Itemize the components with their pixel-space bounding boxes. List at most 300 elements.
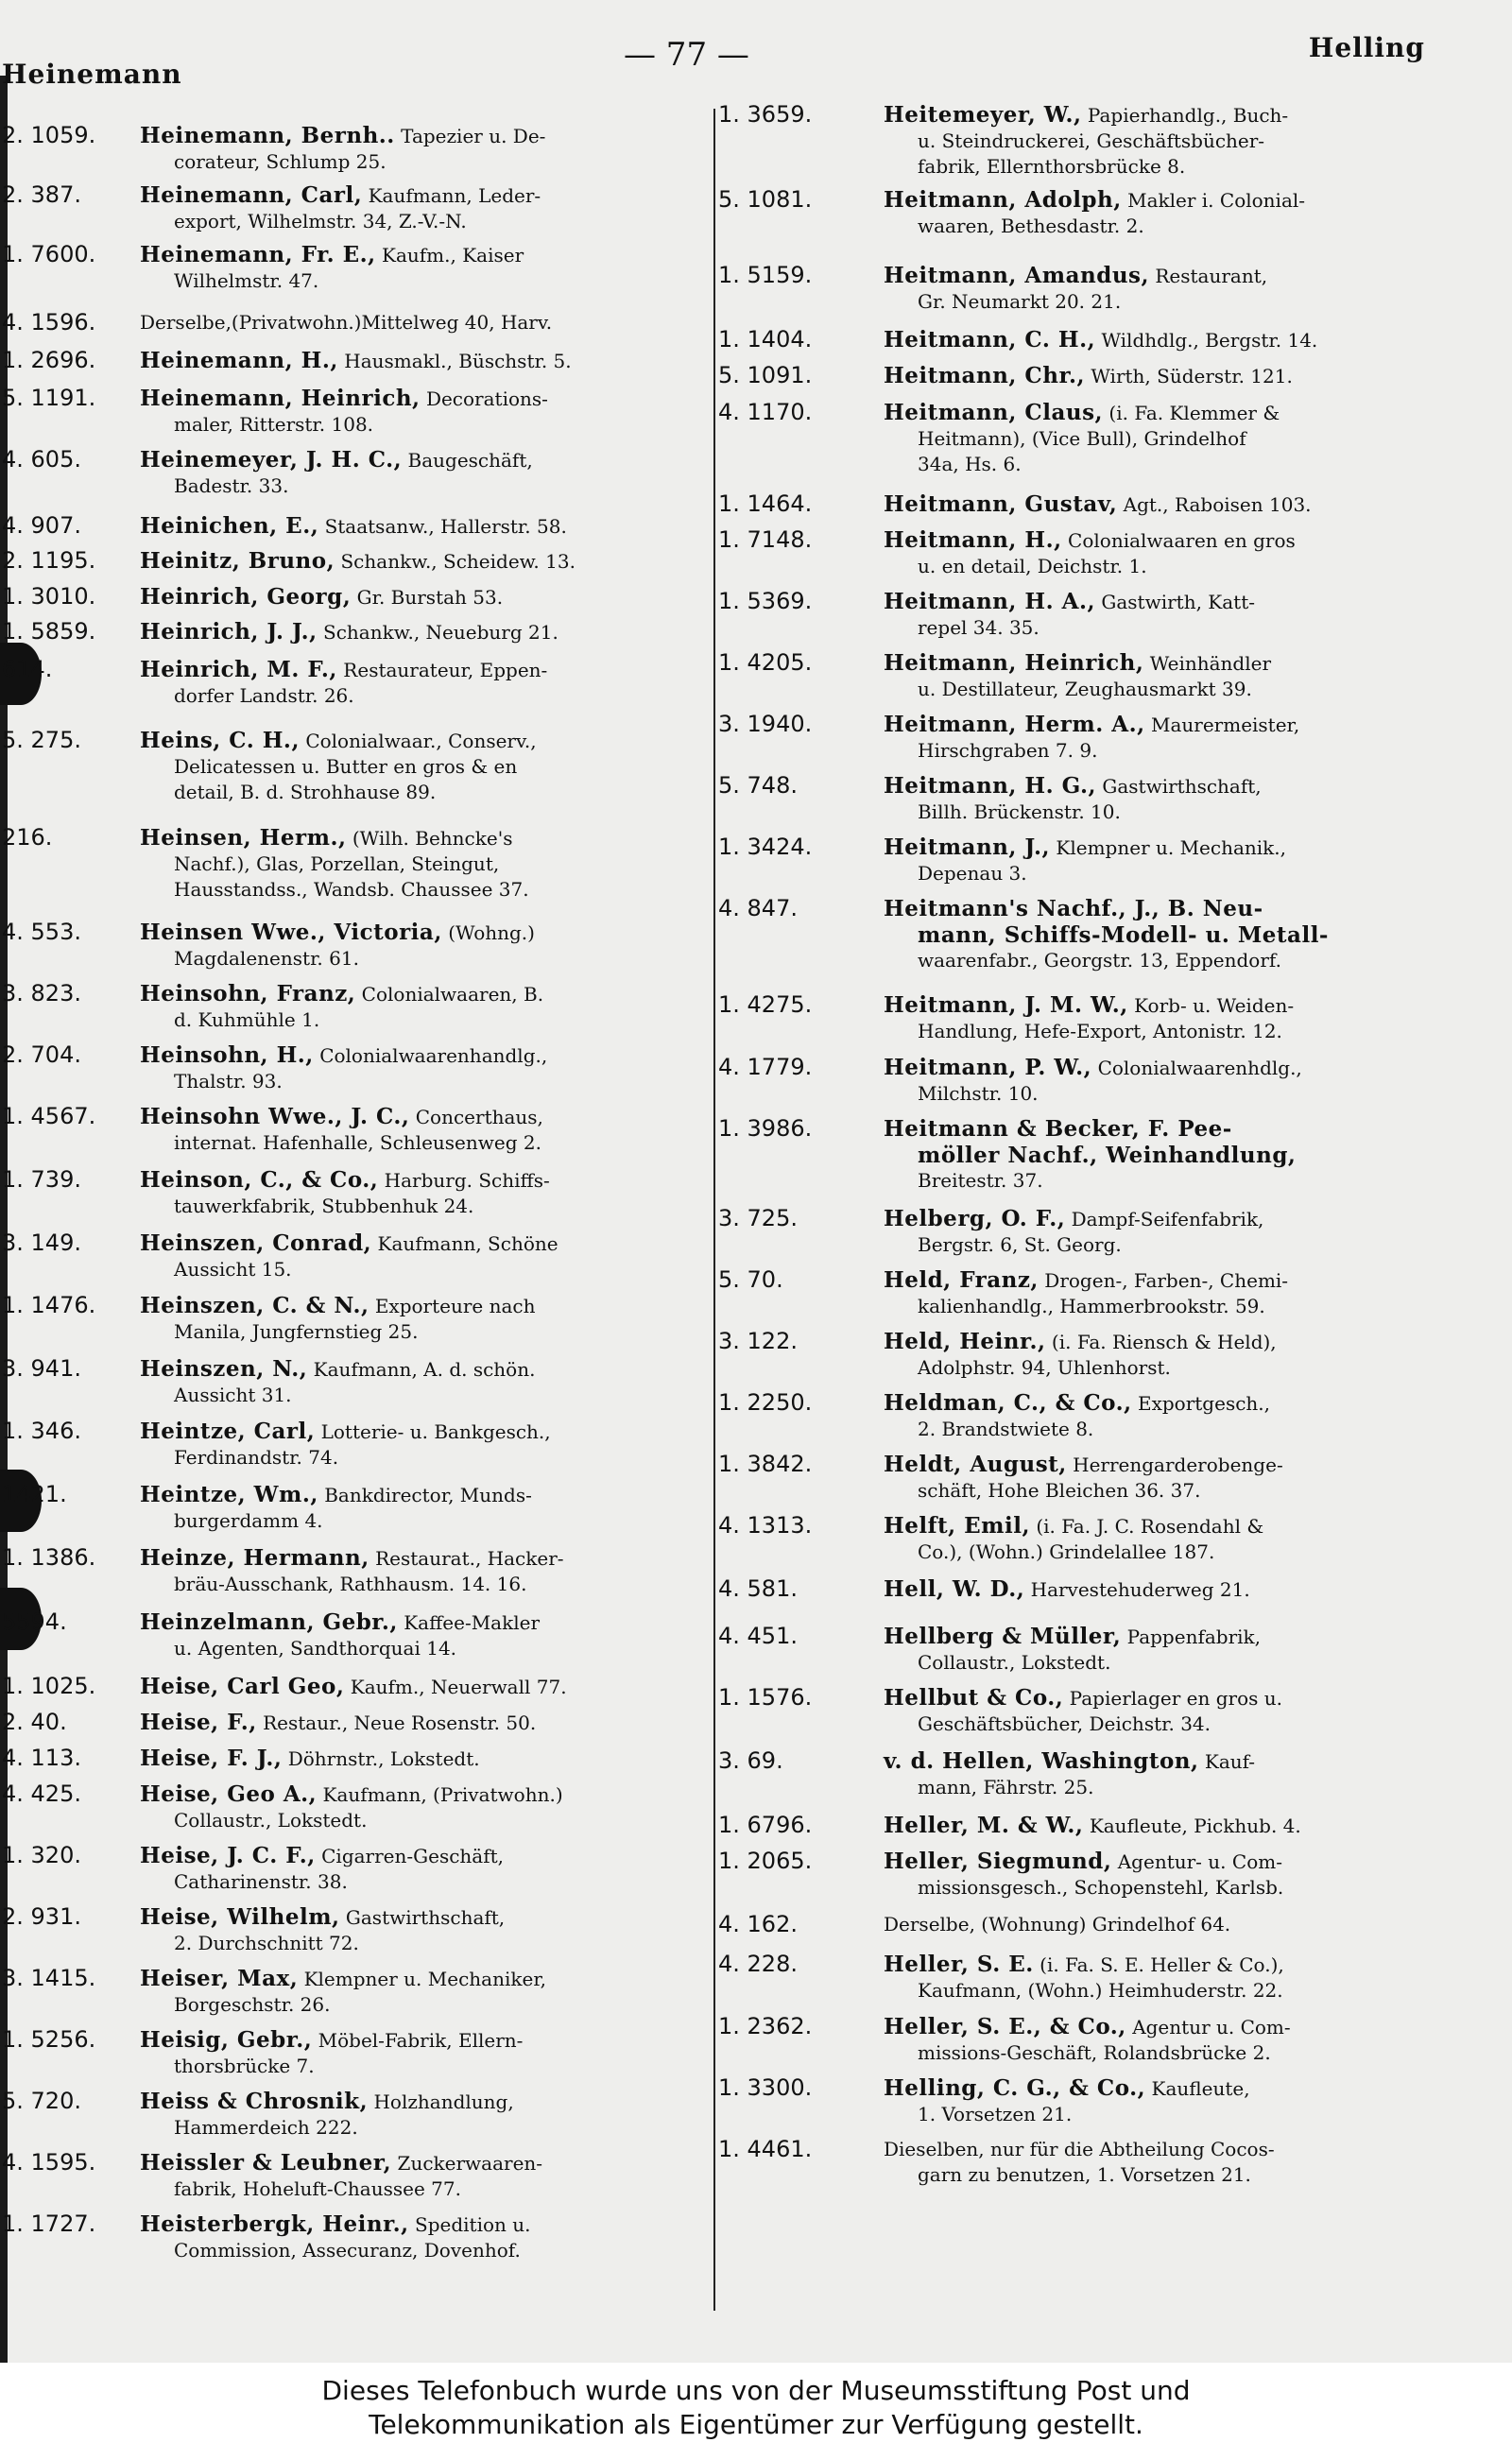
subscriber-details: Gastwirthschaft,	[345, 1906, 506, 1929]
subscriber-name: Heitmann, C. H.,	[884, 327, 1096, 353]
entry-continuation: Manila, Jungfernstieg 25.	[174, 1320, 419, 1343]
subscriber-name: Heinsen Wwe., Victoria,	[140, 920, 442, 945]
entry-text	[140, 1710, 739, 1736]
entry-continuation: u. en detail, Deichstr. 1.	[918, 555, 1147, 577]
phone-number: 1. 4275.	[718, 991, 813, 1018]
entry-text	[140, 447, 739, 499]
phone-number: 5. 275.	[2, 727, 81, 753]
entry-text	[140, 182, 739, 234]
phone-number: 1. 7148.	[718, 526, 813, 553]
entry-text	[884, 712, 1474, 764]
entry-text	[884, 400, 1474, 477]
phone-number: 1. 5159.	[718, 262, 813, 288]
entry-line	[884, 1624, 1474, 1650]
entry-line	[884, 650, 1474, 677]
subscriber-name: Heinemann, Bernh..	[140, 123, 395, 148]
phone-number: 3. 1940.	[718, 711, 813, 737]
entry-continuation: Hausstandss., Wandsb. Chaussee 37.	[174, 878, 529, 901]
phone-number: 4. 605.	[2, 446, 81, 473]
entry-continuation: garn zu benutzen, 1. Vorsetzen 21.	[918, 2163, 1251, 2186]
subscriber-name: Heinszen, C. & N.,	[140, 1293, 369, 1318]
subscriber-name: Heise, Carl Geo,	[140, 1674, 345, 1699]
phone-number: 2. 1195.	[2, 547, 96, 574]
phone-number: 1421.	[2, 1481, 67, 1507]
entry-continuation: Nachf.), Glas, Porzellan, Steingut,	[174, 852, 500, 875]
entry-continuation: 34a, Hs. 6.	[918, 453, 1022, 475]
entry-continuation: maler, Ritterstr. 108.	[174, 413, 374, 436]
subscriber-name: Helberg, O. F.,	[884, 1206, 1066, 1231]
entry-continuation: Gr. Neumarkt 20. 21.	[918, 290, 1122, 313]
subscriber-name: Heisig, Gebr.,	[140, 2027, 313, 2053]
entry-text	[140, 1104, 739, 1156]
phone-number: 1. 1025.	[2, 1673, 96, 1699]
entry-continuation: Heitmann), (Vice Bull), Grindelhof	[918, 427, 1246, 450]
entry-continuation: u. Agenten, Sandthorquai 14.	[174, 1637, 457, 1660]
entry-text	[140, 728, 739, 805]
entry-continuation: schäft, Hohe Bleichen 36. 37.	[918, 1479, 1201, 1502]
subscriber-details: Schankw., Scheidew. 13.	[340, 550, 576, 573]
subscriber-details: Kaufmann, (Privatwohn.)	[322, 1783, 563, 1806]
subscriber-name: Heiss & Chrosnik,	[140, 2089, 369, 2114]
phone-number: 5. 70.	[718, 1266, 783, 1293]
subscriber-details: Korb- u. Weiden-	[1134, 994, 1295, 1017]
phone-number: 3. 1415.	[2, 1965, 96, 1991]
phone-number: 4. 553.	[2, 919, 81, 945]
subscriber-name: Heller, M. & W.,	[884, 1813, 1084, 1838]
phone-number: 5. 1191.	[2, 385, 96, 411]
phone-number: 1. 1576.	[718, 1684, 813, 1711]
entry-continuation: Depenau 3.	[918, 862, 1027, 885]
entry-text	[884, 992, 1474, 1044]
entry-text	[884, 187, 1474, 239]
subscriber-details: Wirth, Süderstr. 121.	[1091, 365, 1293, 387]
entry-continuation: fabrik, Hoheluft-Chaussee 77.	[174, 2177, 461, 2200]
entry-line	[140, 1674, 739, 1700]
entry-text	[140, 1042, 739, 1094]
entry-text	[140, 513, 739, 540]
entry-continuation: Collaustr., Lokstedt.	[174, 1809, 368, 1832]
subscriber-name: Helling, C. G., & Co.,	[884, 2075, 1146, 2101]
subscriber-details: Papierhandlg., Buch-	[1087, 104, 1289, 127]
entry-text	[884, 1206, 1474, 1258]
entry-line	[884, 263, 1474, 289]
subscriber-details: Kaufmann, Schöne	[377, 1232, 558, 1255]
phone-number: 4. 1313.	[718, 1512, 813, 1539]
entry-text	[884, 1813, 1474, 1839]
entry-text	[884, 491, 1474, 518]
subscriber-name: Heller, Siegmund,	[884, 1849, 1112, 1874]
entry-text	[140, 920, 739, 972]
subscriber-name: Hellbut & Co.,	[884, 1685, 1064, 1711]
entry-line	[884, 2137, 1474, 2162]
phone-number: 1. 1476.	[2, 1292, 96, 1318]
subscriber-name: Heinemann, H.,	[140, 348, 338, 373]
entry-line	[884, 491, 1474, 518]
entry-line	[140, 657, 739, 683]
phone-number: 1. 4567.	[2, 1103, 96, 1129]
subscriber-name: Heinsen, Herm.,	[140, 825, 347, 851]
entry-continuation: Co.), (Wohn.) Grindelallee 187.	[918, 1540, 1215, 1563]
subscriber-details: (i. Fa. Klemmer &	[1108, 402, 1280, 424]
entry-text	[884, 2014, 1474, 2066]
subscriber-details: (Wilh. Behncke's	[352, 827, 513, 850]
subscriber-details: Kauf-	[1204, 1750, 1256, 1773]
subscriber-name: Heinichen, E.,	[140, 513, 319, 539]
entry-continuation: dorfer Landstr. 26.	[174, 684, 354, 707]
phone-number: 1. 2362.	[718, 2013, 813, 2039]
entry-continuation: Bergstr. 6, St. Georg.	[918, 1233, 1122, 1256]
entry-line	[140, 728, 739, 754]
subscriber-details: Exporteure nach	[374, 1295, 536, 1317]
subscriber-details: Dieselben, nur für die Abtheilung Cocos-	[884, 2138, 1275, 2160]
entry-line	[140, 1104, 739, 1130]
binding-edge	[0, 76, 8, 2363]
entry-continuation: Catharinenstr. 38.	[174, 1870, 348, 1893]
entry-line	[140, 1167, 739, 1194]
entry-text	[140, 242, 739, 294]
entry-line	[140, 920, 739, 946]
subscriber-name: Heitmann, H.,	[884, 527, 1062, 553]
phone-number: 1. 3424.	[718, 834, 813, 860]
entry-line	[884, 2014, 1474, 2040]
entry-continuation: Thalstr. 93.	[174, 1070, 283, 1092]
entry-line	[140, 1042, 739, 1069]
subscriber-details: Pappenfabrik,	[1126, 1626, 1262, 1648]
entry-text	[884, 2075, 1474, 2127]
entry-text	[884, 1116, 1474, 1194]
entry-continuation: Geschäftsbücher, Deichstr. 34.	[918, 1712, 1211, 1735]
phone-number: 1. 3986.	[718, 1115, 813, 1142]
subscriber-name: Heller, S. E., & Co.,	[884, 2014, 1126, 2039]
subscriber-name: Heitmann, Amandus,	[884, 263, 1149, 288]
subscriber-name: Heinitz, Bruno,	[140, 548, 335, 574]
entry-line	[140, 1293, 739, 1319]
phone-number: 1. 4205.	[718, 649, 813, 676]
entry-continuation: Billh. Brückenstr. 10.	[918, 800, 1121, 823]
entry-line	[884, 1390, 1474, 1417]
subscriber-details: Restaur., Neue Rosenstr. 50.	[263, 1712, 537, 1734]
entry-line	[140, 1904, 739, 1931]
subscriber-details: Kaufleute, Pickhub. 4.	[1089, 1815, 1301, 1837]
entry-line	[140, 513, 739, 540]
entry-text	[140, 619, 739, 645]
phone-number: 5594.	[2, 1608, 67, 1635]
subscriber-name: Heise, F. J.,	[140, 1746, 283, 1771]
entry-text	[884, 527, 1474, 579]
phone-number: 4. 228.	[718, 1951, 798, 1977]
entry-text	[884, 1452, 1474, 1504]
entry-line	[140, 1356, 739, 1383]
subscriber-name: Heitmann, H. G.,	[884, 773, 1097, 799]
entry-text	[884, 589, 1474, 641]
phone-number: 4. 162.	[718, 1911, 798, 1937]
entry-continuation: kalienhandlg., Hammerbrookstr. 59.	[918, 1295, 1265, 1317]
subscriber-details: Kaufm., Kaiser	[382, 244, 524, 267]
phone-number: 5. 748.	[718, 772, 798, 799]
phone-number: 4. 847.	[718, 895, 798, 921]
subscriber-details: Spedition u.	[415, 2213, 531, 2236]
entry-text	[140, 310, 739, 335]
subscriber-name: Heitmann's Nachf., J., B. Neu-	[884, 896, 1263, 921]
subscriber-details: Derselbe, (Wohnung) Grindelhof 64.	[884, 1913, 1231, 1935]
entry-text	[884, 1329, 1474, 1381]
entry-line	[884, 1452, 1474, 1478]
subscriber-details: Herrengarderobenge-	[1073, 1454, 1283, 1476]
subscriber-details: Staatsanw., Hallerstr. 58.	[324, 515, 567, 538]
phone-number: 2. 1059.	[2, 122, 96, 148]
entry-text	[140, 1904, 739, 1956]
entry-text	[884, 1912, 1474, 1937]
entry-continuation: Ferdinandstr. 74.	[174, 1446, 339, 1469]
entry-text	[140, 1230, 739, 1282]
entry-text	[884, 1576, 1474, 1603]
phone-number: 1. 1464.	[718, 490, 813, 517]
entry-continuation: tauwerkfabrik, Stubbenhuk 24.	[174, 1195, 474, 1217]
entry-line	[884, 1576, 1474, 1603]
entry-line	[884, 400, 1474, 426]
entry-line	[884, 2075, 1474, 2102]
entry-line	[140, 348, 739, 374]
subscriber-name: Heise, Wilhelm,	[140, 1904, 340, 1930]
entry-line	[140, 310, 739, 335]
entry-text	[884, 834, 1474, 886]
entry-text	[884, 773, 1474, 825]
subscriber-name: Heinszen, Conrad,	[140, 1230, 372, 1256]
phone-number: 1. 1386.	[2, 1544, 96, 1571]
subscriber-name: Heinzelmann, Gebr.,	[140, 1609, 398, 1635]
entry-text	[884, 1513, 1474, 1565]
phone-number: 1. 2250.	[718, 1389, 813, 1416]
phone-number: 1. 3300.	[718, 2074, 813, 2101]
subscriber-name: Heitmann, J. M. W.,	[884, 992, 1128, 1018]
entry-line	[884, 1206, 1474, 1232]
entry-text	[140, 348, 739, 374]
subscriber-details: Cigarren-Geschäft,	[321, 1845, 505, 1867]
phone-number: 3. 122.	[718, 1328, 798, 1354]
subscriber-details: Papierlager en gros u.	[1069, 1687, 1282, 1710]
phone-number: 1. 346.	[2, 1418, 81, 1444]
entry-line	[884, 1813, 1474, 1839]
subscriber-name: Heitmann & Becker, F. Pee-	[884, 1116, 1232, 1142]
subscriber-name: Heinsohn, Franz,	[140, 981, 356, 1006]
entry-text	[884, 1849, 1474, 1901]
entry-text	[884, 1685, 1474, 1737]
footer-notice	[0, 2363, 1512, 2460]
subscriber-details: Colonialwaaren, B.	[361, 983, 544, 1006]
phone-number: 4. 1779.	[718, 1054, 813, 1080]
phone-number: 216.	[2, 824, 53, 851]
entry-text	[140, 981, 739, 1033]
entry-line	[884, 773, 1474, 800]
entry-line	[140, 1710, 739, 1736]
phone-number: 2. 40.	[2, 1709, 67, 1735]
subscriber-name: Heise, J. C. F.,	[140, 1843, 316, 1868]
subscriber-details: Colonialwaar., Conserv.,	[305, 730, 537, 752]
phone-number: 1. 4461.	[718, 2136, 813, 2162]
entry-continuation: corateur, Schlump 25.	[174, 150, 387, 173]
entry-line	[884, 1513, 1474, 1540]
phone-number: 1. 1404.	[718, 326, 813, 353]
entry-continuation: missionsgesch., Schopenstehl, Karlsb.	[918, 1876, 1284, 1899]
entry-line	[140, 1966, 739, 1992]
subscriber-details: Döhrnstr., Lokstedt.	[287, 1747, 480, 1770]
subscriber-name: Heinszen, N.,	[140, 1356, 308, 1382]
subscriber-details: Baugeschäft,	[407, 449, 533, 472]
entry-line	[140, 1419, 739, 1445]
entry-text	[884, 1624, 1474, 1676]
subscriber-details: Decorations-	[425, 387, 548, 410]
phone-number: 1. 320.	[2, 1842, 81, 1868]
entry-line	[884, 1849, 1474, 1875]
subscriber-details: Exportgesch.,	[1137, 1392, 1271, 1415]
entry-continuation: bräu-Ausschank, Rathhausm. 14. 16.	[174, 1573, 527, 1595]
subscriber-details: Holzhandlung,	[373, 2090, 514, 2113]
entry-text	[140, 1609, 739, 1661]
entry-text	[140, 123, 739, 175]
entry-continuation: Aussicht 31.	[174, 1384, 292, 1406]
phone-number: 1. 3010.	[2, 583, 96, 610]
entry-continuation: thorsbrücke 7.	[174, 2055, 315, 2077]
subscriber-details: Tapezier u. De-	[401, 125, 546, 147]
entry-continuation: missions-Geschäft, Rolandsbrücke 2.	[918, 2041, 1271, 2064]
entry-continuation: burgerdamm 4.	[174, 1509, 323, 1532]
phone-number: 2. 931.	[2, 1903, 81, 1930]
entry-continuation: waaren, Bethesdastr. 2.	[918, 215, 1144, 237]
entry-line	[884, 1055, 1474, 1081]
entry-line	[884, 102, 1474, 129]
subscriber-name: Heise, Geo A.,	[140, 1781, 318, 1807]
subscriber-name: Heinson, C., & Co.,	[140, 1167, 379, 1193]
entry-line	[884, 363, 1474, 389]
entry-text	[884, 1952, 1474, 2004]
subscriber-name: Heinemann, Heinrich,	[140, 386, 421, 411]
subscriber-details: Kaufmann, Leder-	[368, 184, 541, 207]
entry-text	[884, 1267, 1474, 1319]
entry-text	[140, 1781, 739, 1833]
subscriber-name: Heinrich, M. F.,	[140, 657, 337, 682]
phone-number: 1. 5256.	[2, 2026, 96, 2053]
entry-continuation: repel 34. 35.	[918, 616, 1040, 639]
entry-line	[140, 2150, 739, 2176]
subscriber-name: Hellberg & Müller,	[884, 1624, 1122, 1649]
entry-continuation: Adolphstr. 94, Uhlenhorst.	[918, 1356, 1171, 1379]
phone-number: 5. 1091.	[718, 362, 813, 388]
phone-number: 1. 7600.	[2, 241, 96, 267]
phone-number: 4. 451.	[718, 1623, 798, 1649]
phone-number: 5. 720.	[2, 2088, 81, 2114]
phone-number: 2. 704.	[2, 1041, 81, 1068]
subscriber-name: Heintze, Wm.,	[140, 1482, 318, 1507]
entry-continuation: 1. Vorsetzen 21.	[918, 2103, 1073, 2125]
subscriber-details: Wildhdlg., Bergstr. 14.	[1101, 329, 1318, 352]
entry-line	[884, 589, 1474, 615]
entry-continuation: 2. Brandstwiete 8.	[918, 1418, 1094, 1440]
subscriber-details: Kaffee-Makler	[404, 1611, 541, 1634]
subscriber-details: (i. Fa. J. C. Rosendahl &	[1036, 1515, 1264, 1538]
entry-continuation: Magdalenenstr. 61.	[174, 947, 359, 970]
entry-continuation: Delicatessen u. Butter en gros & en	[174, 755, 518, 778]
entry-continuation: d. Kuhmühle 1.	[174, 1008, 320, 1031]
entry-text	[140, 1419, 739, 1471]
subscriber-name: Heitmann, Heinrich,	[884, 650, 1144, 676]
subscriber-name: Heinze, Hermann,	[140, 1545, 369, 1571]
entry-continuation: Milchstr. 10.	[918, 1082, 1039, 1105]
subscriber-details: Derselbe,(Privatwohn.)Mittelweg 40, Harv.	[140, 311, 553, 334]
subscriber-details: (i. Fa. Riensch & Held),	[1051, 1331, 1277, 1353]
subscriber-name: Heisterbergk, Heinr.,	[140, 2211, 409, 2237]
entry-continuation: Commission, Assecuranz, Dovenhof.	[174, 2239, 521, 2262]
subscriber-name: v. d. Hellen, Washington,	[884, 1748, 1199, 1774]
entry-continuation: Wilhelmstr. 47.	[174, 269, 319, 292]
phone-number: 1. 3842.	[718, 1451, 813, 1477]
entry-line	[140, 447, 739, 473]
entry-continuation: Kaufmann, (Wohn.) Heimhuderstr. 22.	[918, 1979, 1283, 2002]
header-right-keyword: Helling	[1308, 32, 1425, 63]
subscriber-name: Heitemeyer, W.,	[884, 102, 1082, 128]
phone-number: 1. 6796.	[718, 1812, 813, 1838]
entry-line	[884, 327, 1474, 353]
phone-number: 1. 5859.	[2, 618, 96, 645]
phone-number: 3. 69.	[718, 1747, 783, 1774]
entry-text	[140, 2027, 739, 2079]
phone-number: 4. 581.	[718, 1575, 798, 1602]
phone-number: 1. 1727.	[2, 2211, 96, 2237]
entry-line	[140, 1230, 739, 1257]
entry-line	[884, 712, 1474, 738]
entry-text	[140, 2089, 739, 2141]
subscriber-details: Colonialwaarenhdlg.,	[1097, 1057, 1302, 1079]
phone-number: 2. 387.	[2, 181, 81, 208]
entry-continuation: Breitestr. 37.	[918, 1169, 1043, 1192]
entry-continuation: waarenfabr., Georgstr. 13, Eppendorf.	[918, 949, 1281, 972]
entry-continuation: export, Wilhelmstr. 34, Z.-V.-N.	[174, 210, 467, 232]
subscriber-details: Kaufmann, A. d. schön.	[313, 1358, 536, 1381]
entry-line	[140, 548, 739, 575]
subscriber-name: Heitmann, Chr.,	[884, 363, 1085, 388]
entry-continuation: u. Destillateur, Zeughausmarkt 39.	[918, 678, 1252, 700]
entry-line	[884, 1116, 1474, 1143]
entry-line	[140, 2211, 739, 2238]
subscriber-details: Makler i. Colonial-	[1127, 189, 1306, 212]
phone-number: 1. 2065.	[718, 1848, 813, 1874]
subscriber-name: Heitmann, P. W.,	[884, 1055, 1092, 1080]
entry-text	[140, 386, 739, 438]
entry-text	[884, 1748, 1474, 1800]
phone-number: 3. 725.	[718, 1205, 798, 1231]
entry-continuation: Handlung, Hefe-Export, Antonistr. 12.	[918, 1020, 1282, 1042]
entry-continuation: internat. Hafenhalle, Schleusenweg 2.	[174, 1131, 541, 1154]
phone-number: 1. 3659.	[718, 101, 813, 128]
header-left-keyword: Heinemann	[2, 59, 182, 90]
subscriber-name: Heins, C. H.,	[140, 728, 300, 753]
footer-line-2: Telekommunikation als Eigentümer zur Verfügung gestellt.	[369, 2409, 1143, 2440]
phone-number: 3. 941.	[2, 1355, 81, 1382]
subscriber-details: Zuckerwaaren-	[397, 2152, 543, 2175]
entry-line	[140, 584, 739, 611]
entry-text	[140, 1843, 739, 1895]
subscriber-details: Restaurant,	[1155, 265, 1268, 287]
subscriber-name: Heinemann, Fr. E.,	[140, 242, 376, 267]
subscriber-name: Held, Franz,	[884, 1267, 1039, 1293]
entry-continuation: detail, B. d. Strohhause 89.	[174, 781, 437, 803]
entry-continuation: Borgeschstr. 26.	[174, 1993, 331, 2016]
subscriber-name: Heller, S. E.	[884, 1952, 1034, 1977]
entry-text	[884, 102, 1474, 180]
entry-text	[140, 825, 739, 903]
entry-line	[884, 992, 1474, 1019]
phone-number: 4. 113.	[2, 1745, 81, 1771]
entry-continuation: Hirschgraben 7. 9.	[918, 739, 1098, 762]
